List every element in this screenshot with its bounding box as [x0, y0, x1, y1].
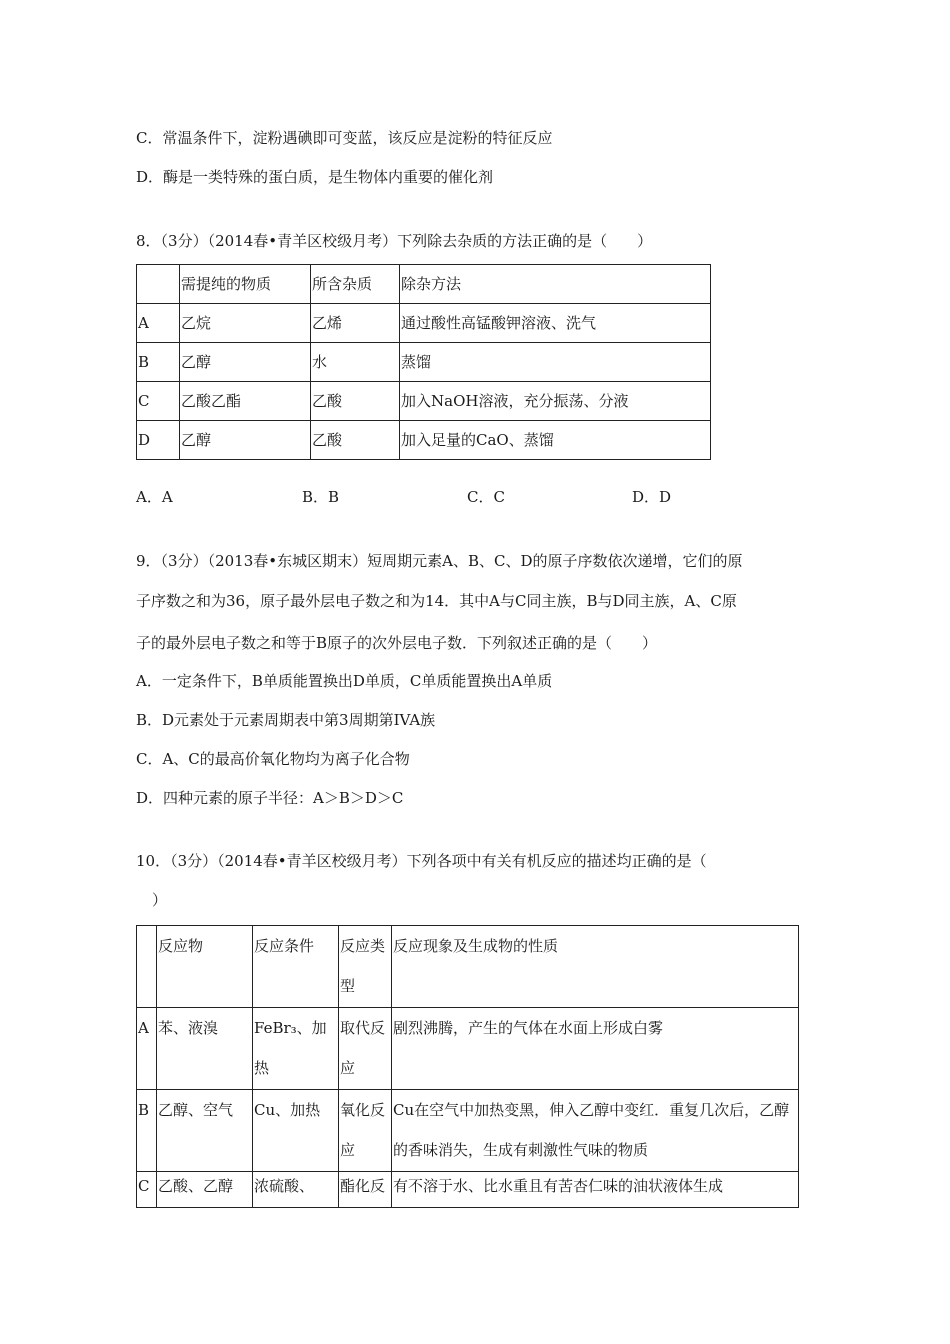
q8-header-cell: 需提纯的物质 [180, 265, 311, 304]
q10-cell: B [137, 1090, 157, 1172]
q9-stem-line-2: 子序数之和为36，原子最外层电子数之和为14．其中A与C同主族，B与D同主族，A、C原 [136, 592, 737, 610]
q10-cell: 苯、液溴 [157, 1008, 253, 1090]
q10-cell: 酯化反 [339, 1172, 392, 1208]
q10-cell: 乙酸、乙醇 [157, 1172, 253, 1208]
q10-cell: 有不溶于水、比水重且有苦杏仁味的油状液体生成 [392, 1172, 799, 1208]
q10-header-cell: 反应类型 [339, 926, 392, 1008]
q9-option-b: B．D元素处于元素周期表中第3周期第IVA族 [136, 711, 436, 729]
q8-option-c: C．C [467, 488, 505, 506]
q8-cell: A [137, 304, 180, 343]
q10-table [136, 925, 799, 1208]
q10-stem-line-2: ） [152, 891, 168, 909]
q10-cell: Cu、加热 [253, 1090, 339, 1172]
q8-cell: 通过酸性高锰酸钾溶液、洗气 [400, 304, 711, 343]
q10-cell: C [137, 1172, 157, 1208]
q9-stem-line-1: 9．（3分）（2013春•东城区期末）短周期元素A、B、C、D的原子序数依次递增，它们的原 [136, 552, 743, 570]
q10-cell: 取代反应 [339, 1008, 392, 1090]
q8-cell: 加入足量的CaO、蒸馏 [400, 421, 711, 460]
q10-stem-line-1: 10．（3分）（2014春•青羊区校级月考）下列各项中有关有机反应的描述均正确的是（ [136, 852, 707, 870]
q10-cell: 浓硫酸、 [253, 1172, 339, 1208]
q8-cell: 乙烷 [180, 304, 311, 343]
q10-header-cell [137, 926, 157, 1008]
q8-cell: C [137, 382, 180, 421]
q7-option-c: C．常温条件下，淀粉遇碘即可变蓝，该反应是淀粉的特征反应 [136, 129, 553, 147]
q8-header-cell: 所含杂质 [311, 265, 400, 304]
q8-option-b: B．B [302, 488, 340, 506]
q8-cell: 蒸馏 [400, 343, 711, 382]
q8-stem: 8．（3分）（2014春•青羊区校级月考）下列除去杂质的方法正确的是（ ） [136, 232, 653, 250]
q8-row-b [137, 343, 711, 382]
q9-option-c: C．A、C的最高价氧化物均为离子化合物 [136, 750, 410, 768]
q9-stem-line-3: 子的最外层电子数之和等于B原子的次外层电子数．下列叙述正确的是（ ） [136, 634, 658, 652]
q8-cell: 乙酸 [311, 421, 400, 460]
q8-header-row [137, 265, 711, 304]
q10-header-cell: 反应条件 [253, 926, 339, 1008]
q8-option-a: A．A [136, 488, 173, 506]
q8-table [136, 264, 711, 460]
q10-cell: 乙醇、空气 [157, 1090, 253, 1172]
q10-cell: 氧化反应 [339, 1090, 392, 1172]
q10-row-b [137, 1090, 799, 1172]
q10-cell: 剧烈沸腾，产生的气体在水面上形成白雾 [392, 1008, 799, 1090]
q8-cell: 乙酸 [311, 382, 400, 421]
q8-option-d: D．D [632, 488, 672, 506]
q10-header-row [137, 926, 799, 1008]
q10-cell: Cu在空气中加热变黑，伸入乙醇中变红．重复几次后，乙醇的香味消失，生成有刺激性气味的物质 [392, 1090, 799, 1172]
q9-option-a: A．一定条件下，B单质能置换出D单质，C单质能置换出A单质 [136, 672, 553, 690]
q8-header-cell: 除杂方法 [400, 265, 711, 304]
q8-cell: 乙醇 [180, 421, 311, 460]
q8-header-cell [137, 265, 180, 304]
q8-cell: 乙烯 [311, 304, 400, 343]
q7-option-d: D．酶是一类特殊的蛋白质，是生物体内重要的催化剂 [136, 168, 494, 186]
q10-row-a [137, 1008, 799, 1090]
q8-options [136, 486, 736, 508]
q8-cell: D [137, 421, 180, 460]
q10-header-cell: 反应现象及生成物的性质 [392, 926, 799, 1008]
q9-option-d: D．四种元素的原子半径：A＞B＞D＞C [136, 789, 404, 807]
q10-header-cell: 反应物 [157, 926, 253, 1008]
q8-cell: 水 [311, 343, 400, 382]
q8-row-c [137, 382, 711, 421]
q8-cell: B [137, 343, 180, 382]
q8-row-a [137, 304, 711, 343]
q8-cell: 加入NaOH溶液，充分振荡、分液 [400, 382, 711, 421]
q10-cell: FeBr₃、加热 [253, 1008, 339, 1090]
q8-cell: 乙醇 [180, 343, 311, 382]
q10-row-c [137, 1172, 799, 1208]
q10-cell: A [137, 1008, 157, 1090]
q8-cell: 乙酸乙酯 [180, 382, 311, 421]
q8-row-d [137, 421, 711, 460]
